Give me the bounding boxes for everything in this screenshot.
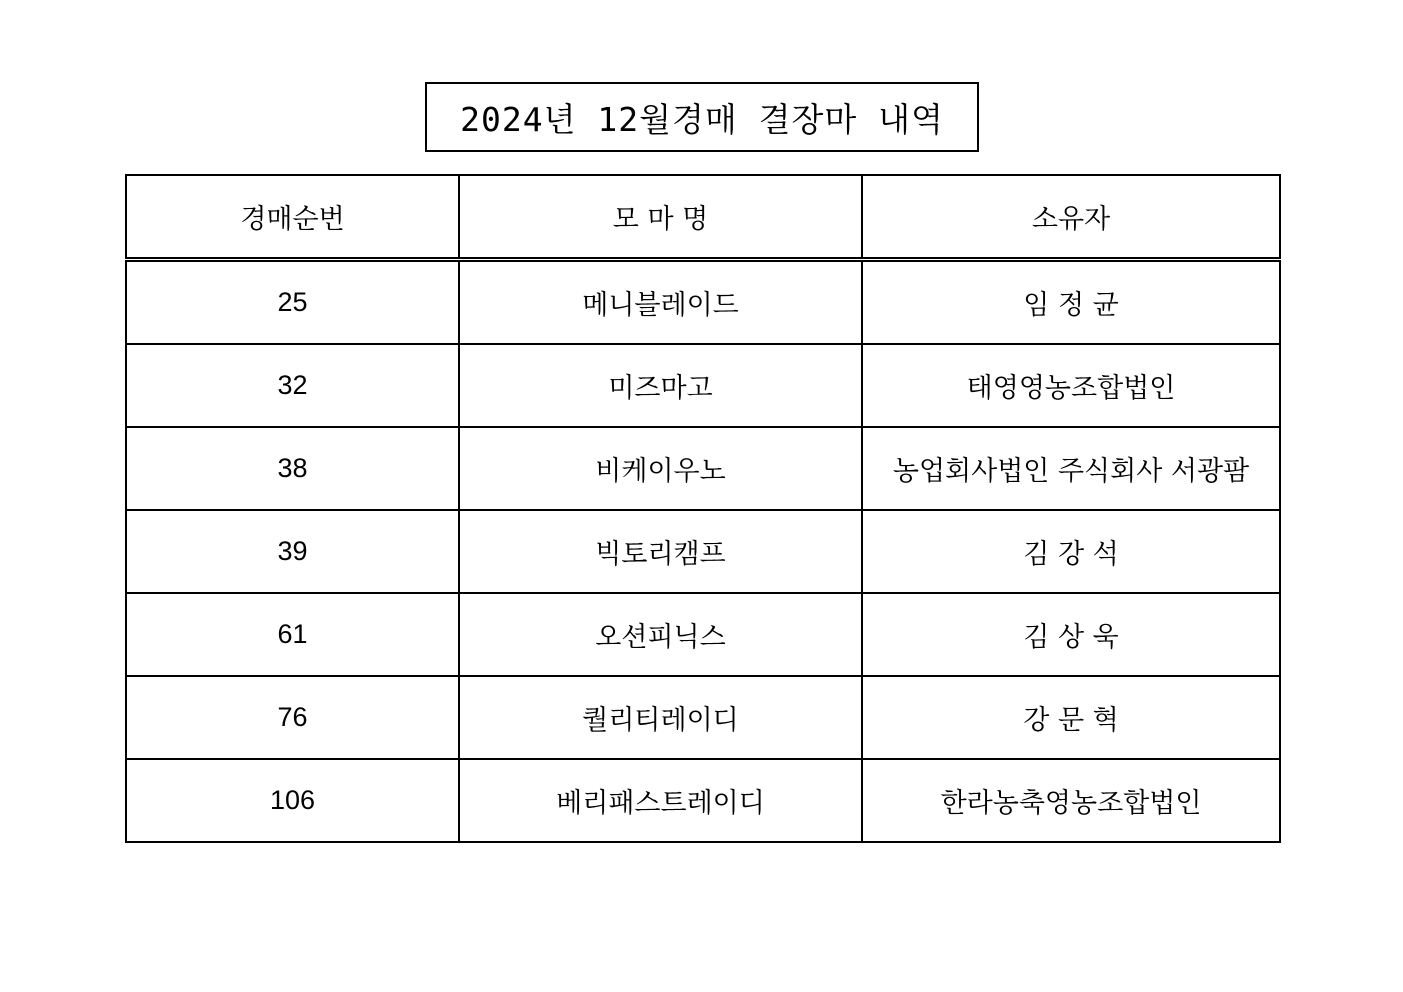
table-row: [126, 427, 1280, 510]
header-mare-name: 모 마 명: [459, 175, 862, 260]
owner-cell: 강 문 혁: [862, 676, 1280, 759]
owner-cell: 태영영농조합법인: [862, 344, 1280, 427]
auction-number-cell: 32: [126, 344, 459, 427]
page-title: 2024년 12월경매 결장마 내역: [425, 82, 979, 152]
owner-cell: 임 정 균: [862, 260, 1280, 345]
table-row: [126, 344, 1280, 427]
header-auction-number: 경매순번: [126, 175, 459, 260]
mare-name-cell: 미즈마고: [459, 344, 862, 427]
auction-number-cell: 25: [126, 260, 459, 345]
table-row: [126, 676, 1280, 759]
auction-number-cell: 61: [126, 593, 459, 676]
header-owner: 소유자: [862, 175, 1280, 260]
table-row: [126, 510, 1280, 593]
owner-cell: 김 상 욱: [862, 593, 1280, 676]
mare-name-cell: 퀄리티레이디: [459, 676, 862, 759]
mare-name-cell: 메니블레이드: [459, 260, 862, 345]
owner-cell: 농업회사법인 주식회사 서광팜: [862, 427, 1280, 510]
auction-number-cell: 38: [126, 427, 459, 510]
mare-name-cell: 비케이우노: [459, 427, 862, 510]
mare-name-cell: 오션피닉스: [459, 593, 862, 676]
owner-cell: 한라농축영농조합법인: [862, 759, 1280, 842]
mare-name-cell: 빅토리캠프: [459, 510, 862, 593]
table-row: [126, 593, 1280, 676]
auction-number-cell: 106: [126, 759, 459, 842]
auction-number-cell: 39: [126, 510, 459, 593]
table-row: [126, 759, 1280, 842]
table-row: [126, 260, 1280, 345]
auction-number-cell: 76: [126, 676, 459, 759]
mare-name-cell: 베리패스트레이디: [459, 759, 862, 842]
table-header-row: [126, 175, 1280, 260]
results-table: [125, 174, 1281, 843]
owner-cell: 김 강 석: [862, 510, 1280, 593]
